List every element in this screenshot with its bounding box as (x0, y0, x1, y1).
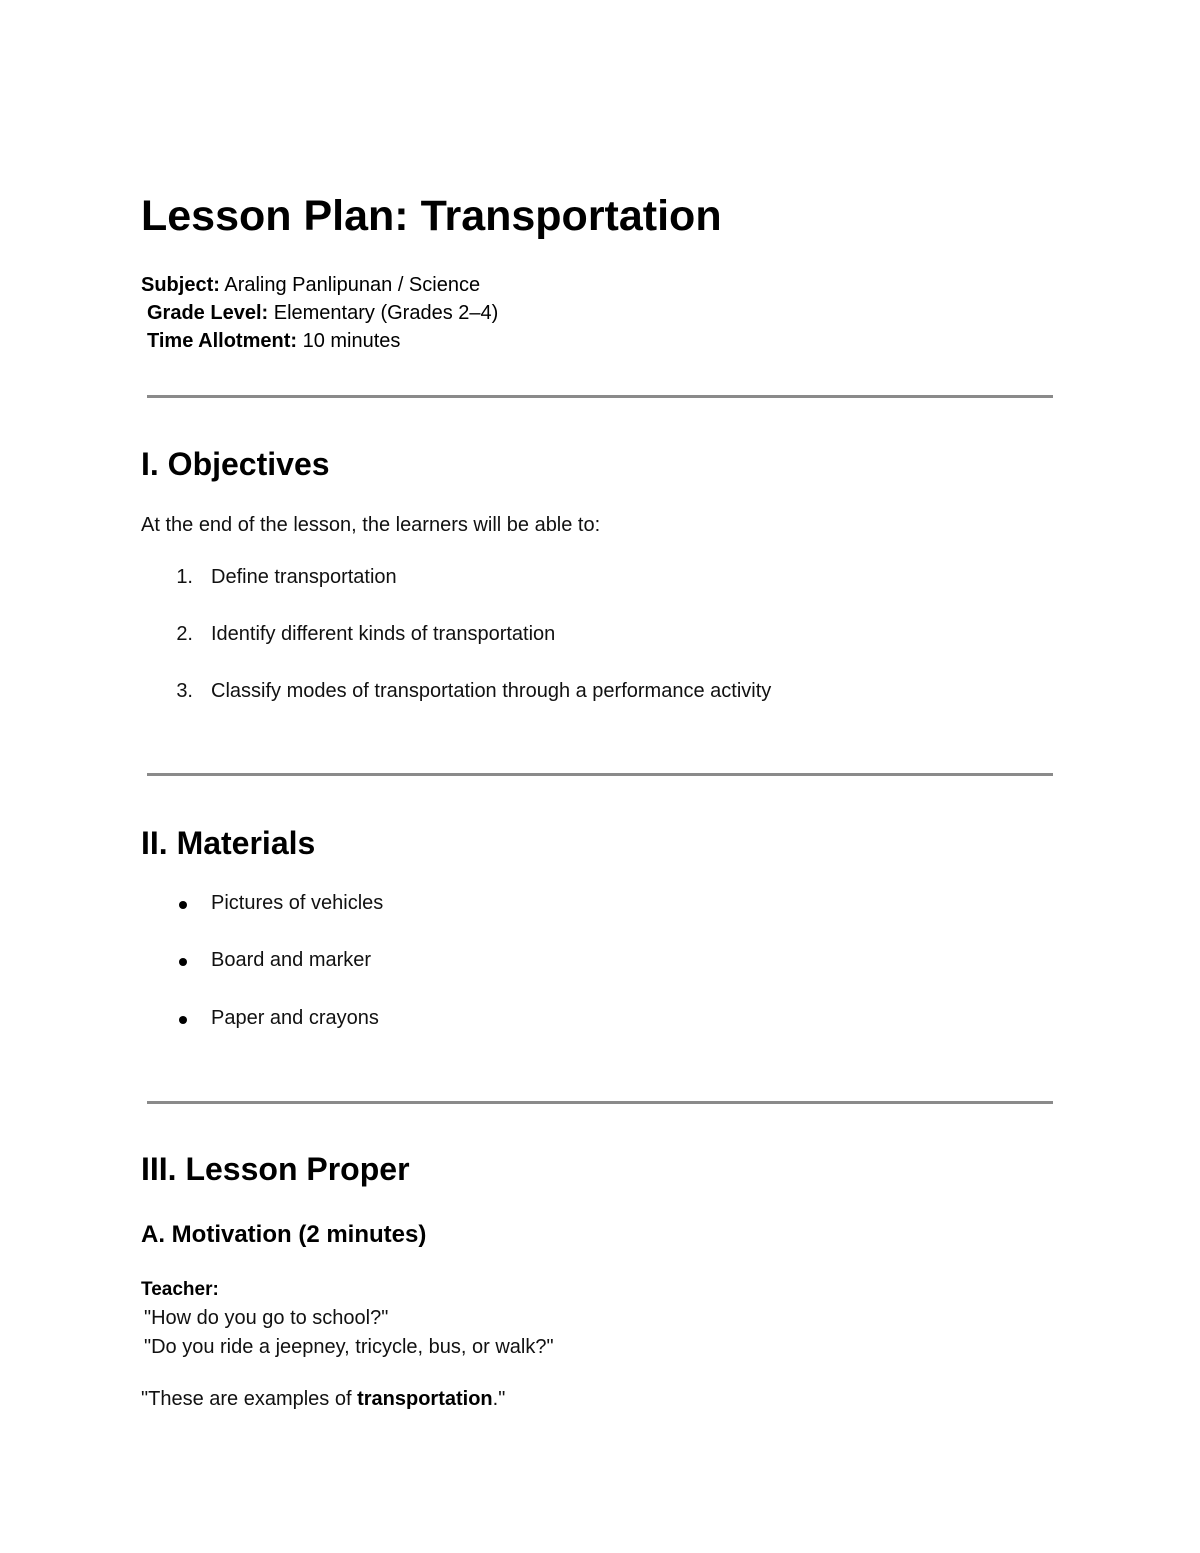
list-item: Pictures of vehicles (211, 892, 384, 914)
lesson-proper-heading: III. Lesson Proper (141, 1151, 410, 1187)
dialogue-line: "Do you ride a jeepney, tricycle, bus, or walk?" (144, 1336, 554, 1358)
bullet-icon (179, 958, 187, 966)
time-label: Time Allotment: (147, 330, 298, 352)
objectives-heading: I. Objectives (141, 446, 330, 482)
list-item: Board and marker (211, 949, 372, 971)
objectives-intro: At the end of the lesson, the learners will be able to: (141, 514, 601, 536)
materials-heading: II. Materials (141, 825, 316, 861)
divider (147, 773, 1053, 776)
dialogue-line: "How do you go to school?" (144, 1307, 389, 1329)
closing-suffix: ." (492, 1388, 506, 1410)
time-value: 10 minutes (302, 330, 401, 352)
grade-value: Elementary (Grades 2–4) (273, 302, 499, 324)
closing-line (141, 1385, 505, 1413)
time-line (147, 327, 400, 355)
bullet-icon (179, 901, 187, 909)
motivation-heading: A. Motivation (2 minutes) (141, 1221, 427, 1248)
subject-label: Subject: (141, 274, 220, 296)
list-item: Identify different kinds of transportation (211, 623, 556, 645)
closing-bold-term: transportation (357, 1388, 493, 1410)
list-number: 3. (176, 680, 193, 702)
list-item: Paper and crayons (211, 1007, 379, 1029)
page-title: Lesson Plan: Transportation (141, 192, 722, 240)
grade-label: Grade Level: (147, 302, 269, 324)
closing-prefix: "These are examples of (141, 1388, 358, 1410)
list-item: Define transportation (211, 566, 397, 588)
subject-line (141, 271, 480, 299)
speaker-label: Teacher: (141, 1279, 219, 1300)
list-number: 2. (176, 623, 193, 645)
divider (147, 395, 1053, 398)
subject-value: Araling Panlipunan / Science (224, 274, 481, 296)
bullet-icon (179, 1016, 187, 1024)
list-number: 1. (176, 566, 193, 588)
list-item: Classify modes of transportation through a performance activity (211, 680, 772, 702)
grade-line (147, 299, 498, 327)
divider (147, 1101, 1053, 1104)
